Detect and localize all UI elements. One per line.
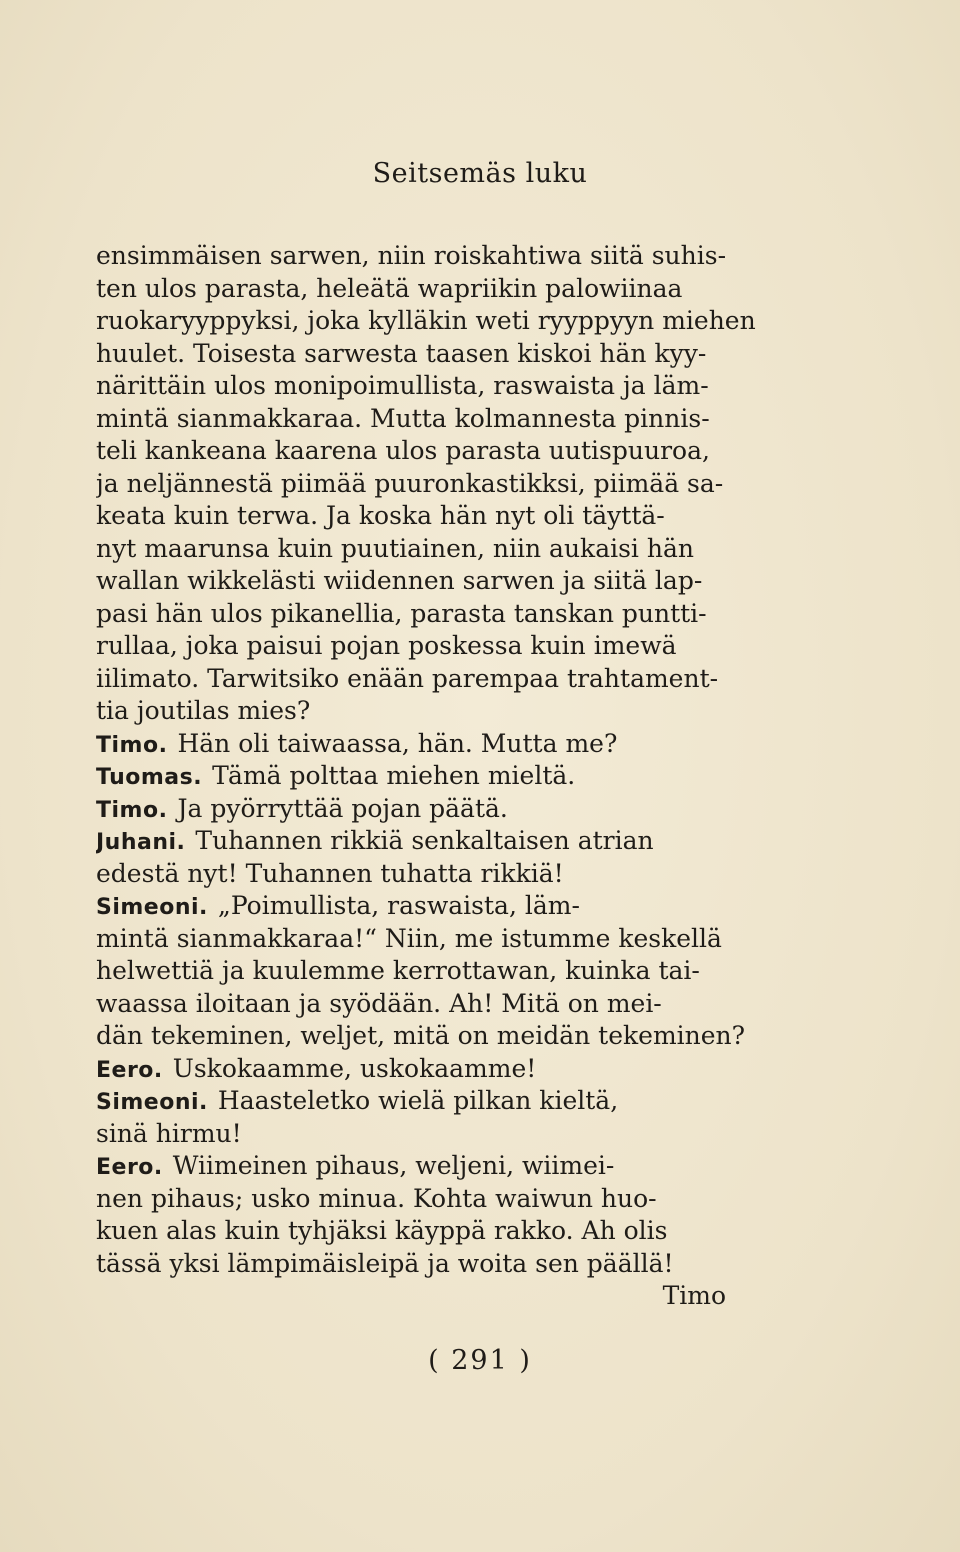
speaker-label: Eero. (96, 1155, 163, 1180)
speaker-label: Tuomas. (96, 765, 203, 790)
line-text: mintä sianmakkaraa!“ Niin, me istumme keskellä (96, 923, 722, 953)
line-text: tässä yksi lämpimäisleipä ja woita sen päällä! (96, 1248, 674, 1278)
text-line (96, 533, 836, 566)
line-text: Haasteletko wielä pilkan kieltä, (217, 1086, 619, 1115)
line-text: tia joutilas mies? (96, 696, 311, 725)
running-head: Seitsemäs luku (372, 158, 588, 189)
line-text: ten ulos parasta, heleätä wapriikin palowiinaa (96, 273, 683, 303)
line-text: rullaa, joka paisui pojan poskessa kuin imewä (96, 631, 677, 660)
body-text (96, 240, 836, 1313)
text-line (96, 240, 836, 273)
line-text: mintä sianmakkaraa. Mutta kolmannesta pinnis- (96, 403, 710, 433)
text-line (96, 403, 836, 436)
line-text: edestä nyt! Tuhannen tuhatta rikkiä! (96, 858, 564, 888)
text-line (96, 370, 836, 403)
line-text: huulet. Toisesta sarwesta taasen kiskoi hän kyy- (96, 338, 707, 368)
line-text: Tämä polttaa miehen mieltä. (212, 761, 576, 790)
line-text: Uskokaamme, uskokaamme! (172, 1053, 537, 1083)
text-line (96, 1183, 836, 1216)
line-text: dän tekeminen, weljet, mitä on meidän tekeminen? (96, 1021, 746, 1050)
text-line (96, 825, 836, 858)
line-text: keata kuin terwa. Ja koska hän nyt oli täyttä- (96, 501, 665, 530)
text-line (96, 760, 836, 793)
speaker-label: Eero. (96, 1057, 163, 1083)
speaker-label: Timo. (96, 797, 168, 823)
text-line (96, 565, 836, 598)
text-line (96, 663, 836, 696)
text-line (96, 273, 836, 306)
text-line (96, 858, 836, 891)
line-text: Wiimeinen pihaus, weljeni, wiimei- (172, 1151, 615, 1180)
page-number: ( 291 ) (428, 1345, 532, 1376)
text-line (96, 955, 836, 988)
text-line (96, 1053, 836, 1086)
line-text: nyt maarunsa kuin puutiainen, niin aukaisi hän (96, 533, 694, 563)
line-text: Ja pyörryttää pojan päätä. (177, 793, 508, 823)
text-line (96, 305, 836, 338)
text-line (96, 435, 836, 468)
line-text: „Poimullista, raswaista, läm- (217, 891, 580, 920)
line-text: helwettiä ja kuulemme kerrottawan, kuinka tai- (96, 956, 700, 985)
text-line (96, 630, 836, 663)
line-text: wallan wikkelästi wiidennen sarwen ja siitä lap- (96, 566, 703, 595)
text-line (96, 1215, 836, 1248)
line-text: nen pihaus; usko minua. Kohta waiwun huo- (96, 1183, 657, 1213)
text-line (96, 1118, 836, 1151)
speaker-label: Simeoni. (96, 895, 208, 920)
text-line (96, 988, 836, 1021)
catchword: Timo (662, 1281, 726, 1310)
text-line (96, 728, 836, 761)
text-line (96, 1150, 836, 1183)
text-line (96, 338, 836, 371)
line-text: teli kankeana kaarena ulos parasta uutispuuroa, (96, 436, 710, 465)
line-text: närittäin ulos monipoimullista, raswaista ja läm- (96, 371, 709, 400)
speaker-label: Timo. (96, 732, 168, 758)
text-line (96, 923, 836, 956)
speaker-label: Juhani. (96, 830, 186, 855)
line-text: waassa iloitaan ja syödään. Ah! Mitä on mei- (96, 988, 662, 1018)
speaker-label: Simeoni. (96, 1090, 208, 1115)
line-text: ruokaryyppyksi, joka kylläkin weti ryyppyyn miehen (96, 306, 756, 335)
line-text: iilimato. Tarwitsiko enään parempaa trahtament- (96, 663, 719, 693)
line-text: kuen alas kuin tyhjäksi käyppä rakko. Ah olis (96, 1216, 668, 1245)
line-text: ensimmäisen sarwen, niin roiskahtiwa siitä suhis- (96, 241, 727, 270)
line-text: Tuhannen rikkiä senkaltaisen atrian (195, 826, 654, 855)
text-line (96, 500, 836, 533)
text-line (96, 468, 836, 501)
line-text: Hän oli taiwaassa, hän. Mutta me? (177, 728, 618, 758)
text-line (96, 1248, 836, 1281)
text-line (96, 793, 836, 826)
text-line (96, 695, 836, 728)
line-text: sinä hirmu! (96, 1118, 242, 1148)
text-line (96, 1085, 836, 1118)
text-line (96, 1020, 836, 1053)
text-line (96, 890, 836, 923)
line-text: ja neljännestä piimää puuronkastikksi, piimää sa- (96, 468, 724, 498)
text-line (96, 598, 836, 631)
line-text: pasi hän ulos pikanellia, parasta tanskan puntti- (96, 598, 707, 628)
